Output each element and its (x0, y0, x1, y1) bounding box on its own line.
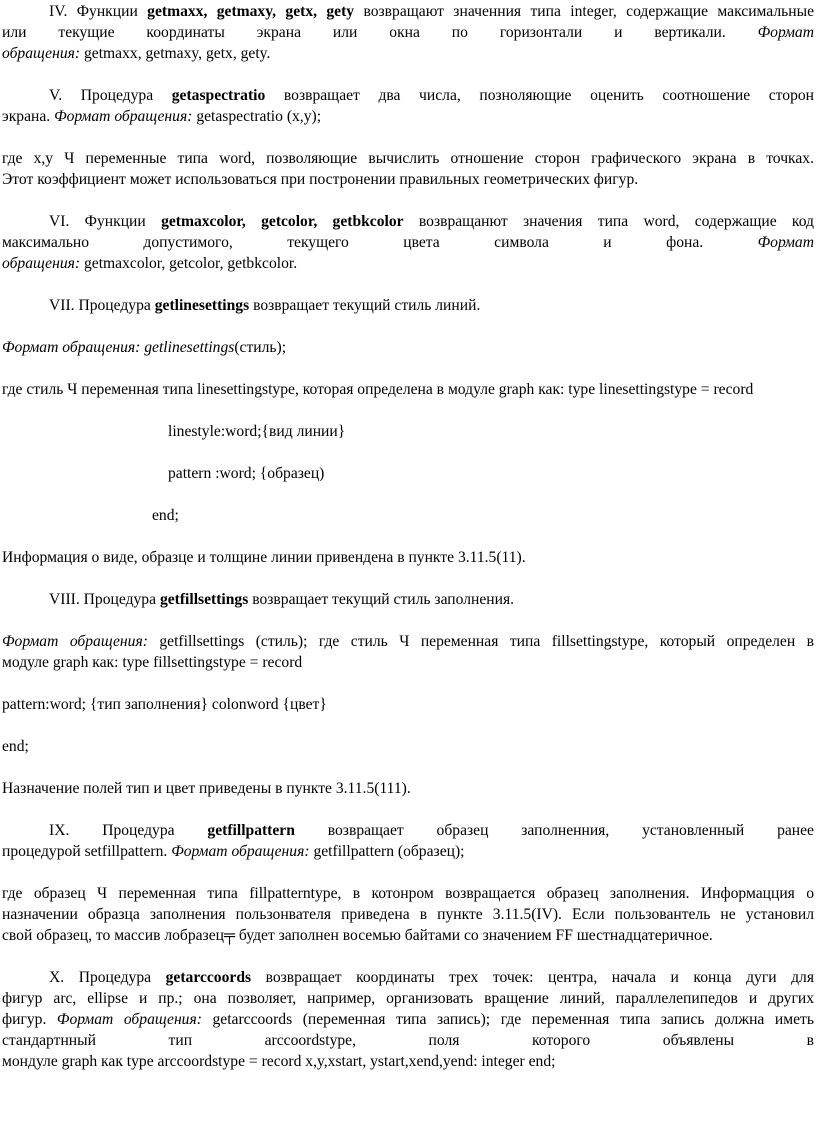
paragraph-ix-line2: процедурой setfillpattern. Формат обращения: getfillpattern (образец); (2, 843, 465, 860)
procedure-name: getaspectratio (171, 87, 266, 104)
code-line: pattern:word; {тип заполнения} colonword {цвет} (2, 696, 327, 713)
paragraph-iv-line1: IV. Функции getmaxx, getmaxy, getx, gety возвращают значенния типа integer, содержащие максимальные (49, 3, 815, 20)
paragraph-fill-info: Назначение полей тип и цвет приведены в пункте 3.11.5(111). (2, 780, 411, 797)
paragraph-linesettingstype: где стиль Ч переменная типа linesettingstype, которая определена в модуле graph как: type linesettingstype = record (2, 381, 754, 398)
procedure-name: getarccoords (165, 969, 252, 986)
paragraph-x (2, 967, 814, 1072)
paragraph-fillsettings-line1: Формат обращения: getfillsettings (стиль); где стиль Ч переменная типа fillsettingstype, который определен в (2, 633, 814, 650)
paragraph-pattern-line2: назначении образца заполнения пользонвателя приведена в пункте 3.11.5(IV). Если пользовантель не установил (2, 906, 814, 923)
paragraph-format-fillsettings (2, 631, 814, 673)
function-names: getmaxcolor, getcolor, getbkcolor (161, 213, 404, 230)
code-block-linesettings (2, 421, 814, 526)
paragraph-x-line5: мондуле graph как type arccoordstype = record x,y,xstart, ystart,xend,yend: integer end; (2, 1053, 556, 1070)
paragraph-ix-line1: IX. Процедура getfillpattern возвращает образец заполненния, установленный ранее (49, 822, 814, 839)
paragraph-format-linesettings: Формат обращения: getlinesettings(стиль); (2, 339, 287, 356)
paragraph-x-line4: стандартнный тип arccoordstype, поля которого объявлены в (2, 1032, 814, 1049)
paragraph-line-info: Информация о виде, образце и толщине линии привендена в пункте 3.11.5(11). (2, 549, 526, 566)
paragraph-pattern-line3: свой образец, то массив лобразец╤ будет заполнен восемью байтами со значением FF шестнадцатеричное. (2, 927, 713, 944)
code-block-fillsettings (2, 694, 814, 757)
paragraph-v-line1: V. Процедура getaspectratio возвращает два числа, позноляющие оценить соотношение сторон (49, 87, 815, 104)
paragraph-pattern (2, 883, 814, 946)
document-page (2, 1, 814, 1072)
paragraph-vi-line2: максимально допустимого, текущего цвета символа и фона. Формат (2, 234, 814, 251)
paragraph-pattern-line1: где образец Ч переменная типа fillpatterntype, в котонром возвращается образец заполнения. Информацция о (2, 885, 814, 902)
paragraph-vi (2, 211, 814, 274)
paragraph-xy-line1: где x,y Ч переменные типа word, позволяющие вычислить отношение сторон графического экрана в точках. (2, 150, 814, 167)
code-line: linestyle:word;{вид линии} (168, 423, 346, 440)
paragraph-viii: VIII. Процедура getfillsettings возвращает текущий стиль заполнения. (49, 591, 515, 608)
paragraph-x-line2: фигур arc, ellipse и пр.; она позволяет, например, организовать вращение линий, параллелепипедов и других (2, 990, 814, 1007)
paragraph-x-line1: X. Процедура getarccoords возвращает координаты трех точек: центра, начала и конца дуги для (49, 969, 815, 986)
paragraph-iv (2, 1, 814, 64)
paragraph-x-line3: фигур. Формат обращения: getarccoords (переменная типа запись); где переменная типа запись должна иметь (2, 1011, 814, 1028)
procedure-name: getlinesettings (154, 297, 250, 314)
procedure-name: getfillsettings (159, 591, 249, 608)
paragraph-iv-line2: или текущие координаты экрана или окна по горизонтали и вертикали. Формат (2, 24, 814, 41)
paragraph-xy (2, 148, 814, 190)
paragraph-vi-line3: обращения: getmaxcolor, getcolor, getbkcolor. (2, 255, 298, 272)
paragraph-vi-line1: VI. Функции getmaxcolor, getcolor, getbkcolor возвращанют значения типа word, содержащие код (49, 213, 814, 230)
paragraph-vii: VII. Процедура getlinesettings возвращает текущий стиль линий. (49, 297, 481, 314)
code-line: end; (152, 507, 179, 524)
procedure-name: getfillpattern (207, 822, 295, 839)
paragraph-fillsettings-line2: модуле graph как: type fillsettingstype = record (2, 654, 303, 671)
code-line: pattern :word; {образец) (168, 465, 325, 482)
code-line: end; (2, 738, 29, 755)
function-names: getmaxx, getmaxy, getx, gety (147, 3, 355, 20)
paragraph-ix (2, 820, 814, 862)
paragraph-v-line2: экрана. Формат обращения: getaspectratio (x,y); (2, 108, 322, 125)
paragraph-xy-line2: Этот коэффициент может использоваться при постронении правильных геометрических фигур. (2, 171, 639, 188)
paragraph-iv-line3: обращения: getmaxx, getmaxy, getx, gety. (2, 45, 271, 62)
paragraph-v (2, 85, 814, 127)
